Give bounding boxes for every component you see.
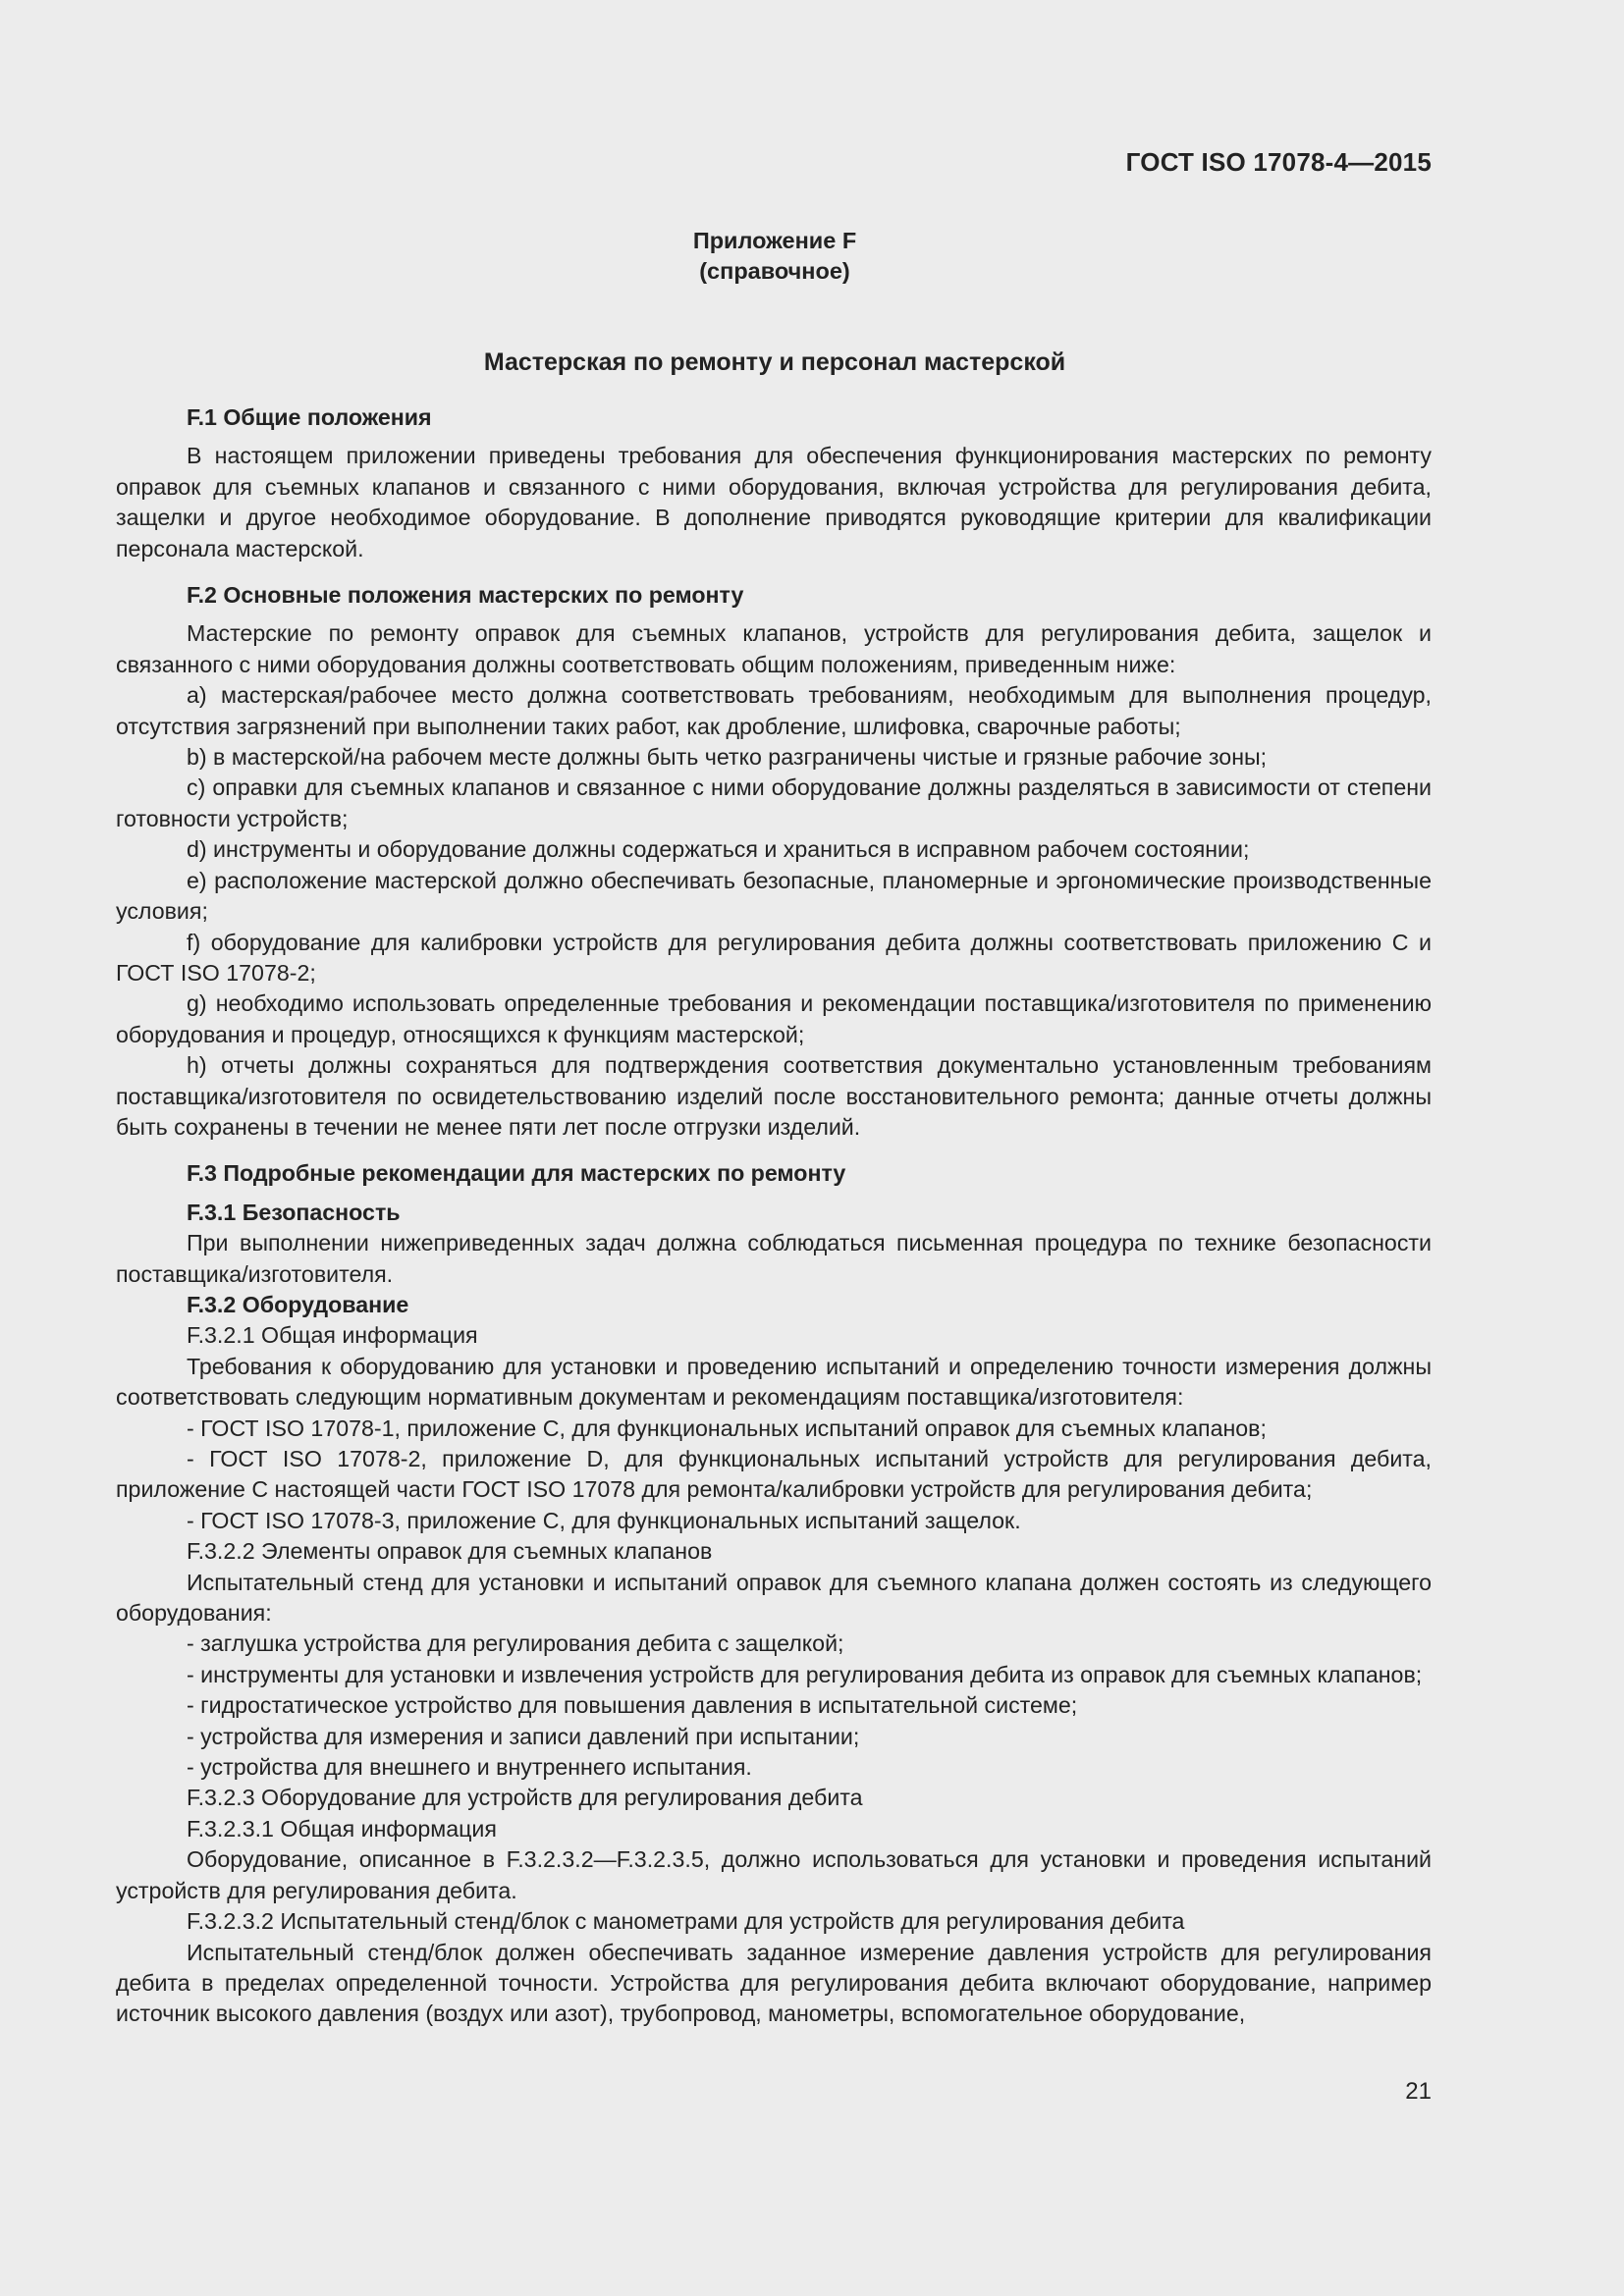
list-item: d) инструменты и оборудование должны содержаться и храниться в исправном рабочем состоянии; (187, 836, 1250, 863)
section-f322-heading: F.3.2.2 Элементы оправок для съемных клапанов (187, 1538, 713, 1565)
list-item: b) в мастерской/на рабочем месте должны быть четко разграничены чистые и грязные рабочие зоны; (187, 744, 1268, 771)
list-item: e) расположение мастерской должно обеспечивать безопасные, планомерные и эргономические производственные условия; (116, 867, 1432, 925)
list-item: f) оборудование для калибровки устройств для регулирования дебита должны соответствовать приложению C и ГОСТ ISO 17078-2; (116, 929, 1432, 986)
section-f32-heading: F.3.2 Оборудование (187, 1291, 409, 1317)
annex-label: Приложение F (692, 228, 857, 253)
section-f322-text: Испытательный стенд для установки и испытаний оправок для съемного клапана должен состоять из следующего оборудования: (116, 1569, 1432, 1627)
annex-heading (0, 226, 1549, 287)
page-number: 21 (1405, 2078, 1432, 2105)
section-f3231-text: Оборудование, описанное в F.3.2.3.2—F.3.2.3.5, должно использоваться для установки и проведения испытаний устройств для регулирования дебита. (116, 1846, 1432, 1903)
document-body (116, 402, 1432, 2030)
list-item: - гидростатическое устройство для повышения давления в испытательной системе; (187, 1692, 1078, 1719)
list-item: - ГОСТ ISO 17078-3, приложение C, для функциональных испытаний защелок. (187, 1507, 1021, 1533)
section-f3-heading: F.3 Подробные рекомендации для мастерских по ремонту (187, 1160, 846, 1187)
annex-type: (справочное) (699, 258, 850, 284)
list-item: - заглушка устройства для регулирования дебита с защелкой; (187, 1630, 844, 1657)
section-f323-heading: F.3.2.3 Оборудование для устройств для регулирования дебита (187, 1785, 863, 1811)
section-f31-text: При выполнении нижеприведенных задач должна соблюдаться письменная процедура по технике безопасности поставщика/изготовителя. (116, 1230, 1432, 1287)
list-item: - устройства для внешнего и внутреннего испытания. (187, 1754, 752, 1781)
section-f321-heading: F.3.2.1 Общая информация (187, 1322, 478, 1349)
list-item: c) оправки для съемных клапанов и связанное с ними оборудование должны разделяться в зависимости от степени готовности устройств; (116, 774, 1432, 831)
list-item: a) мастерская/рабочее место должна соответствовать требованиям, необходимым для выполнения процедур, отсутствия загрязнений при выполнении таких работ, как дробление, шлифовка, сварочные работы; (116, 682, 1432, 739)
section-f1-heading: F.1 Общие положения (187, 404, 432, 430)
section-f2-text: Мастерские по ремонту оправок для съемных клапанов, устройств для регулирования дебита, защелок и связанного с ними оборудования должны соответствовать общим положениям, приведенным ниже: (116, 620, 1432, 677)
document-code: ГОСТ ISO 17078-4—2015 (1125, 147, 1432, 177)
list-item: - устройства для измерения и записи давлений при испытании; (187, 1723, 860, 1749)
section-f2-heading: F.2 Основные положения мастерских по ремонту (187, 582, 744, 609)
section-f3232-heading: F.3.2.3.2 Испытательный стенд/блок с манометрами для устройств для регулирования дебита (187, 1908, 1185, 1935)
annex-title: Мастерская по ремонту и персонал мастерской (483, 348, 1066, 376)
section-f31-heading: F.3.1 Безопасность (187, 1199, 401, 1225)
section-f3231-heading: F.3.2.3.1 Общая информация (187, 1815, 497, 1842)
list-item: - ГОСТ ISO 17078-1, приложение C, для функциональных испытаний оправок для съемных клапанов; (187, 1415, 1267, 1441)
section-f3232-text: Испытательный стенд/блок должен обеспечивать заданное измерение давления устройств для регулирования дебита в пределах определенной точности. Устройства для регулирования дебита включают оборудование, например источник высокого давления (воздух или азот), трубопровод, манометры, вспомогательное оборудование, (116, 1939, 1432, 2027)
list-item: g) необходимо использовать определенные требования и рекомендации поставщика/изготовителя по применению оборудования и процедур, относящихся к функциям мастерской; (116, 990, 1432, 1047)
list-item: h) отчеты должны сохраняться для подтверждения соответствия документально установленным требованиям поставщика/изготовителя по освидетельствованию изделий после восстановительного ремонта; данные отчеты должны быть сохранены в течении не менее пяти лет после отгрузки изделий. (116, 1052, 1432, 1140)
section-f321-text: Требования к оборудованию для установки и проведению испытаний и определению точности измерения должны соответствовать следующим нормативным документам и рекомендациям поставщика/изготовителя: (116, 1353, 1432, 1411)
list-item: - инструменты для установки и извлечения устройств для регулирования дебита из оправок для съемных клапанов; (187, 1661, 1423, 1687)
list-item: - ГОСТ ISO 17078-2, приложение D, для функциональных испытаний устройств для регулирования дебита, приложение C настоящей части ГОСТ ISO 17078 для ремонта/калибровки устройств для регулирования дебита; (116, 1446, 1432, 1503)
section-f1-text: В настоящем приложении приведены требования для обеспечения функционирования мастерских по ремонту оправок для съемных клапанов и связанного с ними оборудования, включая устройства для регулирования дебита, защелки и другое необходимое оборудование. В дополнение приводятся руководящие критерии для квалификации персонала мастерской. (116, 443, 1432, 561)
